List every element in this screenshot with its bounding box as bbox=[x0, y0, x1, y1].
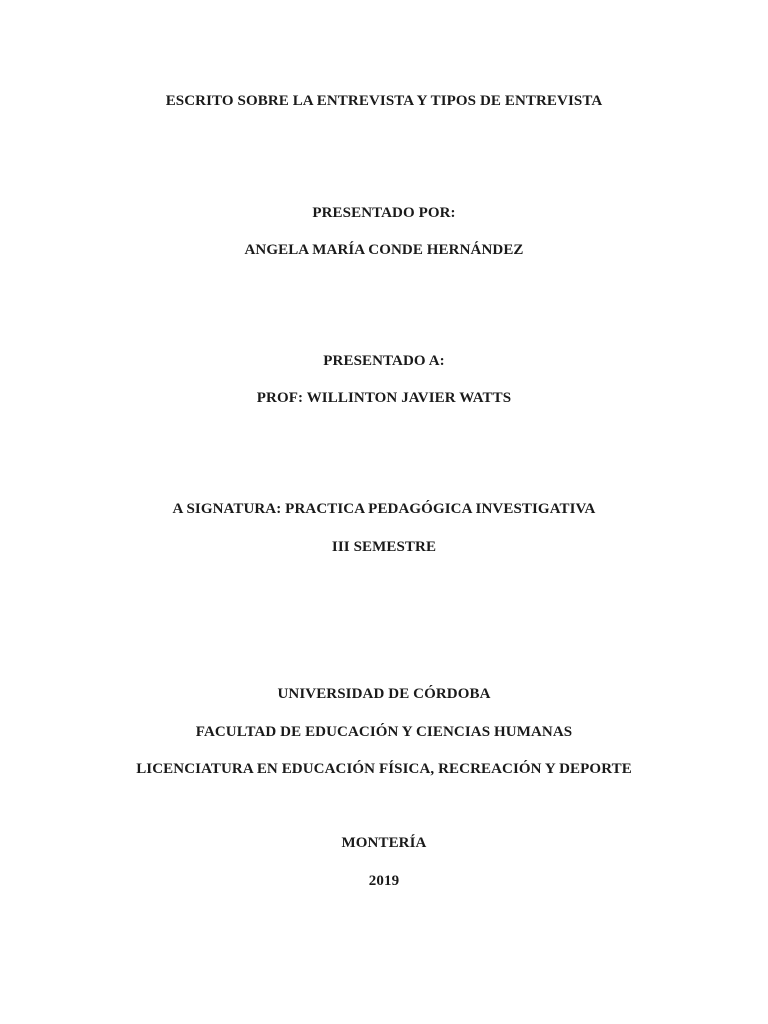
faculty-name: FACULTAD DE EDUCACIÓN Y CIENCIAS HUMANAS bbox=[195, 724, 573, 740]
presented-to-name: PROF: WILLINTON JAVIER WATTS bbox=[256, 390, 512, 406]
presented-by-name: ANGELA MARÍA CONDE HERNÁNDEZ bbox=[244, 242, 524, 258]
city-name: MONTERÍA bbox=[341, 835, 427, 851]
subject-line: A SIGNATURA: PRACTICA PEDAGÓGICA INVESTIGATIVA bbox=[172, 501, 596, 517]
document-title: ESCRITO SOBRE LA ENTREVISTA Y TIPOS DE ENTREVISTA bbox=[165, 93, 603, 109]
university-name: UNIVERSIDAD DE CÓRDOBA bbox=[277, 686, 491, 702]
presented-by-label: PRESENTADO POR: bbox=[312, 205, 456, 221]
year: 2019 bbox=[368, 873, 400, 889]
presented-to-label: PRESENTADO A: bbox=[323, 353, 445, 369]
semester-line: III SEMESTRE bbox=[331, 539, 437, 555]
program-name: LICENCIATURA EN EDUCACIÓN FÍSICA, RECREACIÓN Y DEPORTE bbox=[136, 761, 632, 777]
